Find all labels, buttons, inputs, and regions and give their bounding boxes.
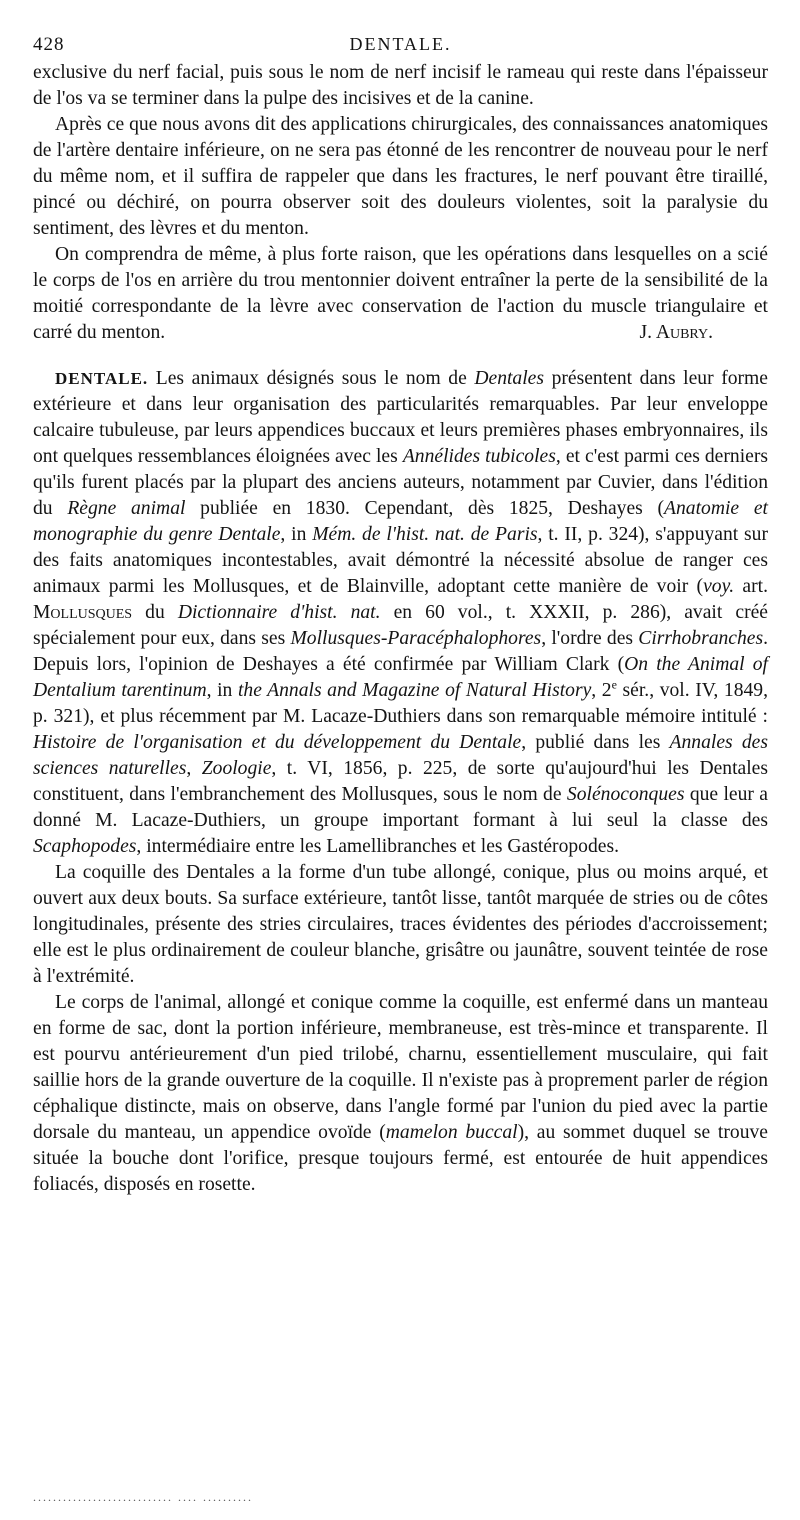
italic-run: Annales des sciences naturelles — [33, 732, 768, 779]
text-run: présentent dans leur forme extérieure et dans leur organisation des particularités remarquables. Par leur enveloppe calcaire tubuleuse, par leurs appendices buccaux et leurs premières phases embryonnaires, ils ont quelques ressemblances éloignées avec les — [33, 368, 768, 467]
italic-run: Solénoconques — [566, 784, 685, 805]
text-run: art. — [734, 576, 768, 597]
italic-run: Mollusques-Paracéphalophores — [290, 628, 542, 649]
smallcaps-run: Mollusques — [33, 602, 133, 623]
text-run: , publié dans les — [521, 732, 670, 753]
italic-run: Scaphopodes — [33, 836, 137, 857]
running-title: DENTALE. — [349, 34, 452, 54]
text-run: publiée en 1830. Cependant, dès 1825, Deshayes ( — [185, 498, 665, 519]
page-number: 428 — [33, 34, 65, 55]
text-run: , in — [280, 524, 313, 545]
text-run: , t. II, p. 324), s'appuyant sur des faits anatomiques incontestables, avait démontré la nécessité absolue de ranger ces animaux parmi les Mollusques, et de Blainville, adoptant cette manière de voir ( — [33, 524, 768, 597]
paragraph: Après ce que nous avons dit des applications chirurgicales, des connaissances anatomiques de l'artère dentaire inférieure, on ne sera pas étonné de les rencontrer de nouveau pour le nerf du même nom, et il suffira de rappeler que dans les fractures, le nerf pouvant être tiraillé, pincé ou déchiré, on pourra observer soit des douleurs violentes, soit la paralysie du sentiment, des lèvres et du menton. — [33, 114, 768, 239]
text-run: , — [186, 758, 202, 779]
italic-run: Annélides tubicoles — [402, 446, 556, 467]
text-run: , intermédiaire entre les Lamellibranches et les Gastéropodes. — [136, 836, 619, 857]
italic-run: On the Animal of Dentalium tarentinum — [33, 654, 768, 701]
italic-run: Anatomie et monographie du genre Dentale — [33, 498, 768, 545]
italic-run: Zoologie — [201, 758, 272, 779]
text-run: Le corps de l'animal, allongé et conique comme la coquille, est enfermé dans un manteau en forme de sac, dont la portion inférieure, membraneuse, est très-mince et transparente. Il est pourvu antérieurement d'un pied trilobé, charnu, essentiellement musculaire, qui fait saillie hors de la grande ouverture de la coquille. Il n'existe pas à proprement parler de région céphalique distincte, mais on observe, dans l'angle formé par l'union du pied avec la partie dorsale du manteau, un appendice ovoïde ( — [33, 992, 768, 1143]
running-head — [33, 30, 768, 60]
paragraph: exclusive du nerf facial, puis sous le nom de nerf incisif le rameau qui reste dans l'épaisseur de l'os va se terminer dans la pulpe des incisives et de la canine. — [33, 62, 768, 109]
text-run: du — [132, 602, 178, 623]
paragraph: La coquille des Dentales a la forme d'un tube allongé, conique, plus ou moins arqué, et ouvert aux deux bouts. Sa surface extérieure, tantôt lisse, tantôt marquée de stries ou de côtes longitudinales, présente des stries circulaires, traces évidentes des périodes d'accroissement; elle est le plus ordinairement de couleur blanche, grisâtre ou jaunâtre, souvent teintée de rose à l'extrémité. — [33, 862, 768, 987]
text-run: sér., vol. IV, 1849, p. 321), et plus récemment par M. Lacaze-Duthiers dans son remarquable mémoire intitulé : — [33, 680, 768, 727]
text-run: , in — [206, 680, 238, 701]
italic-run: Mém. de l'hist. nat. de Paris — [312, 524, 538, 545]
text-run: . Depuis lors, l'opinion de Deshayes a été confirmée par William Clark ( — [33, 628, 769, 675]
text-run: ), au sommet duquel se trouve située la bouche dont l'orifice, presque toujours fermé, est entourée de huit appendices foliacés, disposés en rosette. — [33, 1122, 768, 1195]
text-run: en 60 vol., t. XXXII, p. 286), avait créé spécialement pour eux, dans ses — [33, 602, 769, 649]
italic-run: voy. — [703, 576, 735, 597]
paragraph — [33, 366, 768, 860]
paragraph — [33, 990, 768, 1198]
text-run: , et c'est parmi ces derniers qu'ils furent placés par la plupart des anciens auteurs, notamment par Cuvier, dans l'édition du — [33, 446, 768, 519]
italic-run: the Annals and Magazine of Natural History — [237, 680, 592, 701]
italic-run: Histoire de l'organisation et du développement du Dentale — [33, 732, 522, 753]
italic-run: Dentales — [474, 368, 544, 389]
previous-article — [33, 60, 768, 346]
superscript: e — [611, 677, 617, 692]
text-run: que leur a donné M. Lacaze-Duthiers, un groupe important formant à lui seul la classe des — [33, 784, 769, 831]
footer-dots: ............................ .... .......... — [33, 1490, 253, 1504]
paragraph-text: On comprendra de même, à plus forte raison, que les opérations dans lesquelles on a scié le corps de l'os en arrière du trou mentonnier doivent entraîner la perte de la sensibilité de la moitié correspondante de la lèvre avec conservation de l'action du muscle triangulaire et carré du menton. — [33, 244, 768, 343]
text-run: , 2 — [591, 680, 612, 701]
entry-headword: DENTALE. — [55, 369, 149, 388]
paragraph — [33, 242, 768, 346]
text-run: , l'ordre des — [541, 628, 639, 649]
italic-run: Cirrhobranches — [638, 628, 764, 649]
italic-run: Règne animal — [67, 498, 186, 519]
article-dentale — [33, 366, 768, 1198]
text-run: Les animaux désignés sous le nom de — [155, 368, 475, 389]
italic-run: Dictionnaire d'hist. nat. — [177, 602, 381, 623]
text-run: , t. VI, 1856, p. 225, de sorte qu'aujourd'hui les Dentales constituent, dans l'embranchement des Mollusques, sous le nom de — [33, 758, 768, 805]
italic-run: mamelon buccal — [385, 1122, 518, 1143]
author-signature: J. Aubry. — [639, 322, 713, 343]
